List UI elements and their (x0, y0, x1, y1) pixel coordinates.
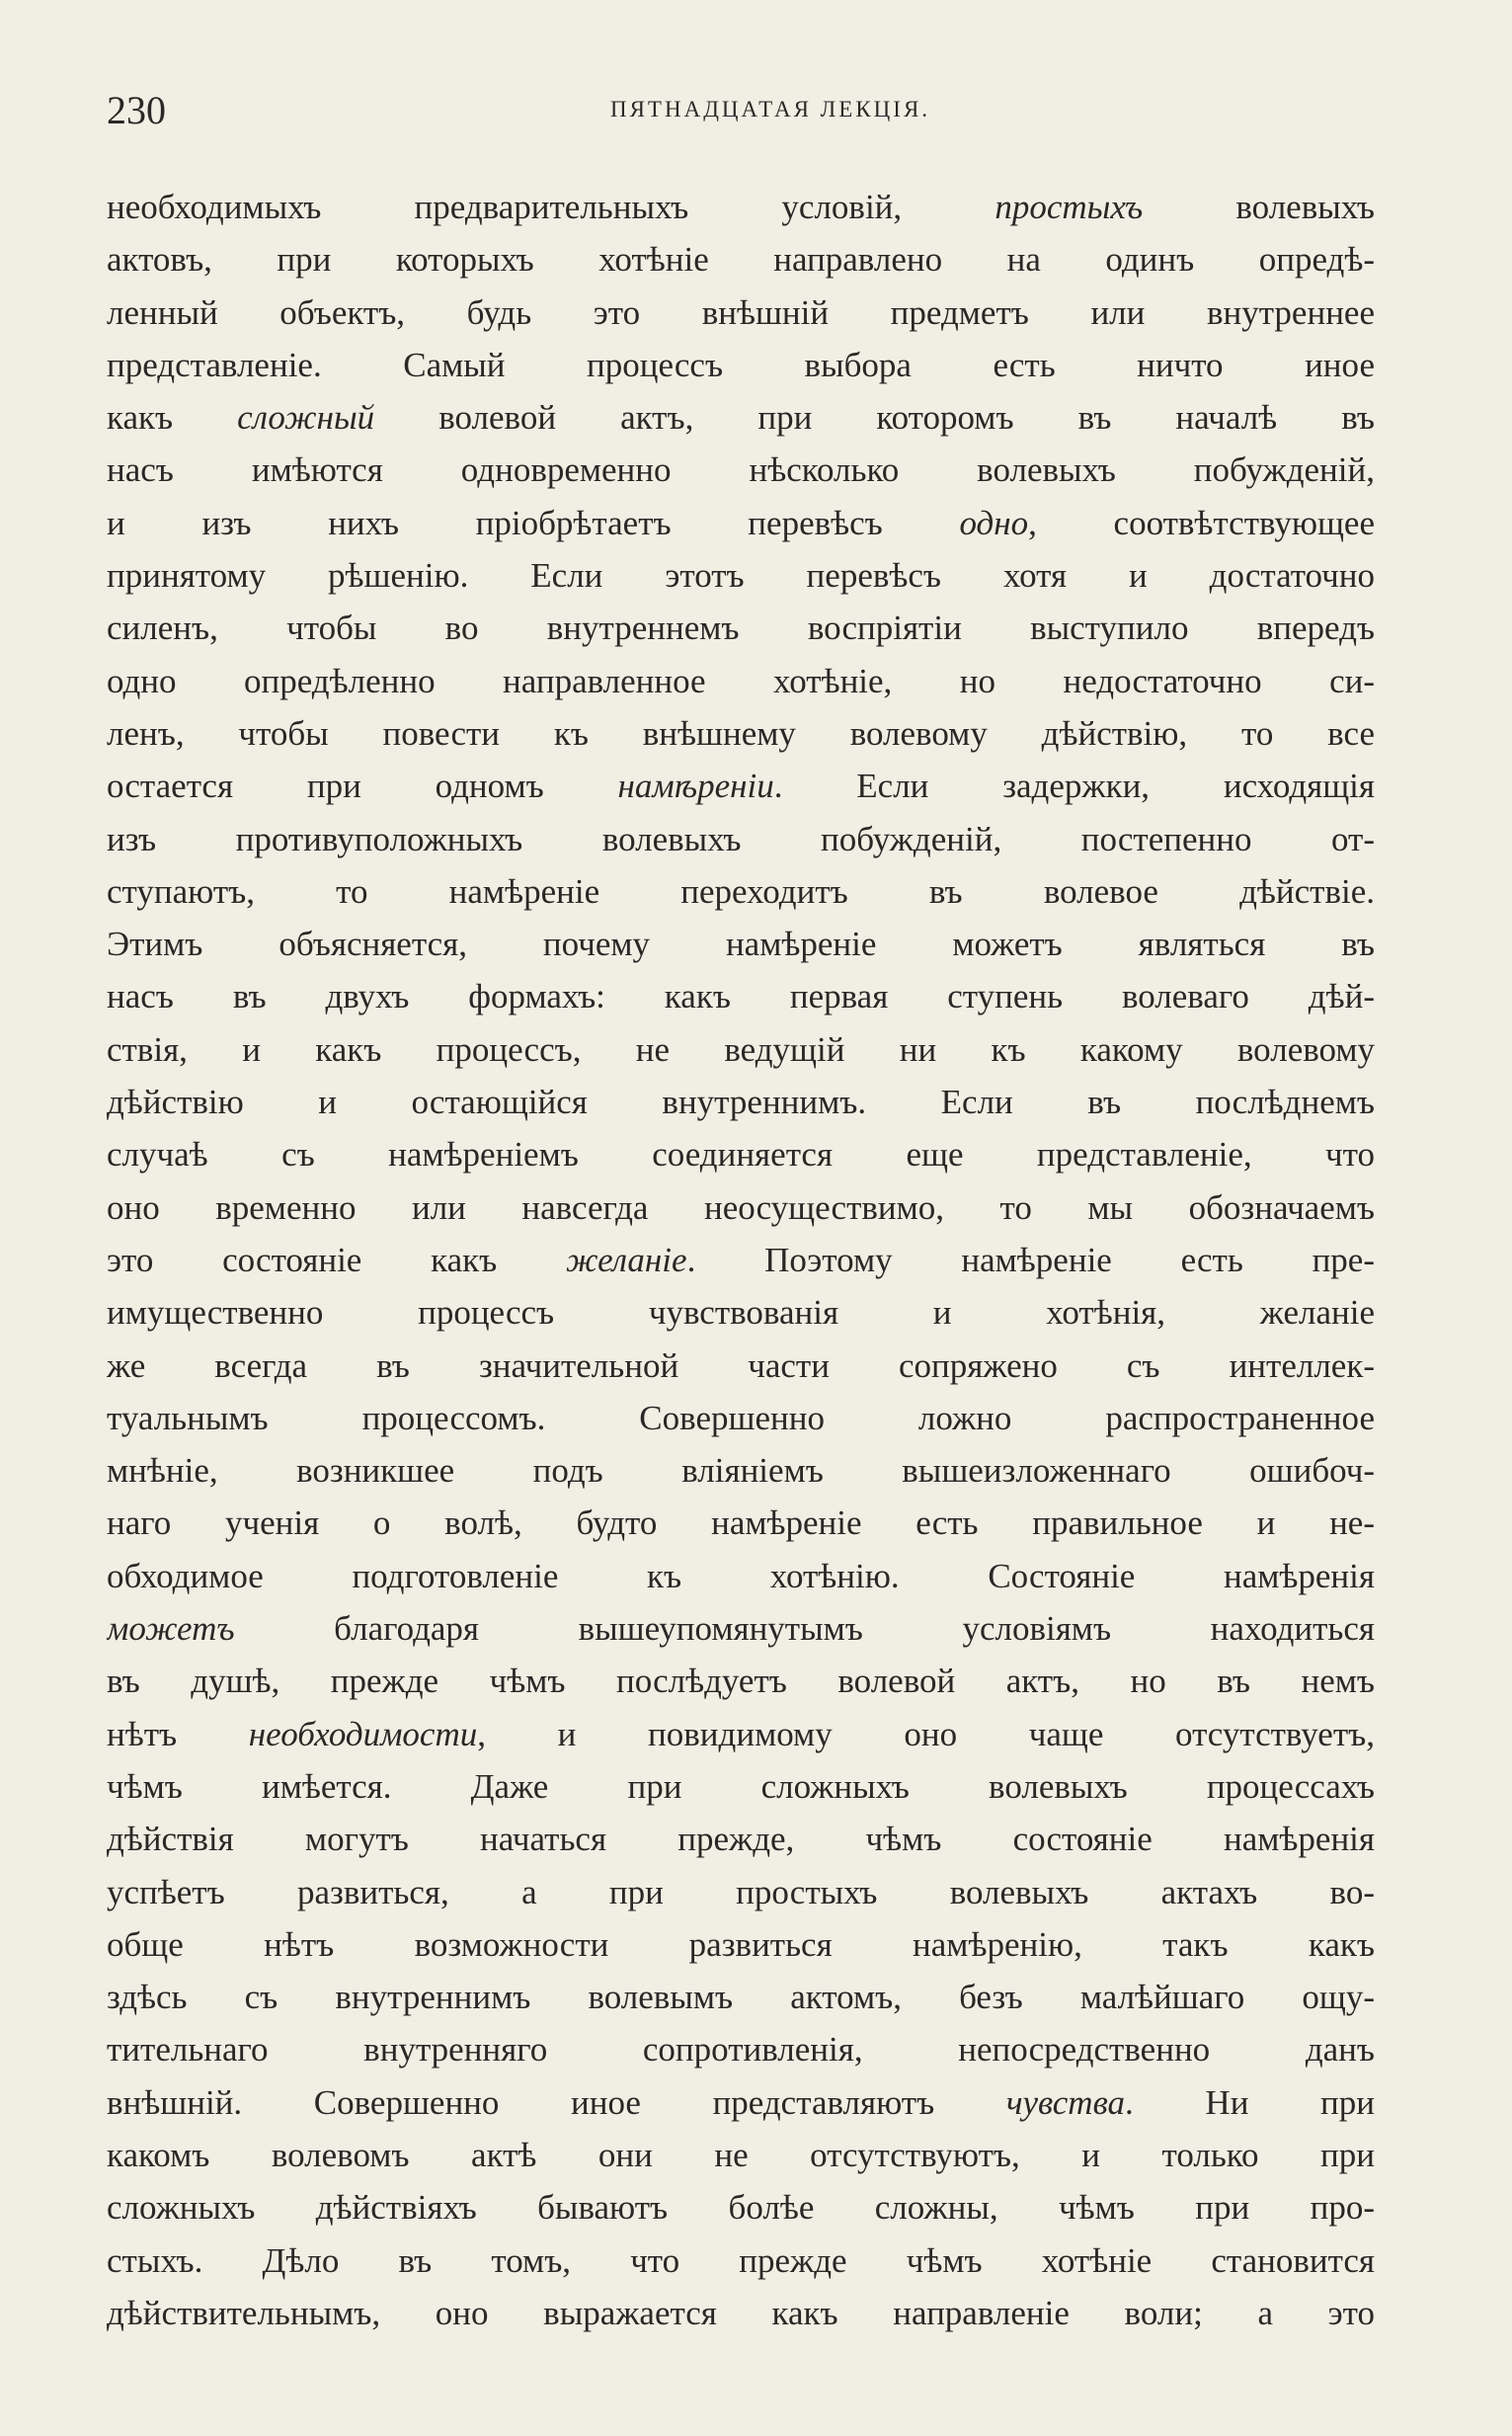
text-line (107, 497, 1375, 549)
text-line (107, 549, 1375, 602)
text-line (107, 1023, 1375, 1076)
text-segment: дѣйствія могутъ начаться прежде, чѣмъ состояніе намѣренія (107, 1820, 1375, 1859)
text-line (107, 655, 1375, 707)
text-segment: ленъ, чтобы повести къ внѣшнему волевому дѣйствію, то все (107, 713, 1375, 753)
text-segment: въ душѣ, прежде чѣмъ послѣдуетъ волевой актъ, но въ немъ (107, 1662, 1375, 1701)
emphasized-term: желаніе (565, 1240, 687, 1279)
text-segment: ствія, и какъ процессъ, не ведущій ни къ какому волевому (107, 1029, 1375, 1069)
text-segment: . Если задержки, исходящія (773, 767, 1375, 806)
text-segment: оно временно или навсегда неосуществимо, то мы обозначаемъ (107, 1187, 1375, 1227)
text-line (107, 2181, 1375, 2233)
text-segment: обще нѣтъ возможности развиться намѣренію, такъ какъ (107, 1924, 1375, 1964)
emphasized-term: чувства (1005, 2082, 1126, 2122)
text-line (107, 1813, 1375, 1865)
text-line (107, 286, 1375, 339)
text-segment: , соотвѣтствующее (1028, 503, 1375, 542)
text-segment: имущественно процессъ чувствованія и хотѣнія, желаніе (107, 1293, 1375, 1333)
text-segment: принятому рѣшенію. Если этотъ перевѣсъ хотя и достаточно (107, 556, 1375, 596)
text-line (107, 1340, 1375, 1392)
text-line (107, 2287, 1375, 2339)
text-segment: чѣмъ имѣется. Даже при сложныхъ волевыхъ процессахъ (107, 1766, 1375, 1806)
text-line (107, 1760, 1375, 1813)
text-segment: сложныхъ дѣйствіяхъ бываютъ болѣе сложны, чѣмъ при про- (107, 2188, 1375, 2228)
text-segment: необходимыхъ предварительныхъ условій, (107, 188, 995, 226)
text-line (107, 1550, 1375, 1602)
emphasized-term: простыхъ (995, 188, 1144, 226)
text-line (107, 1234, 1375, 1286)
text-line (107, 444, 1375, 496)
text-line (107, 865, 1375, 918)
text-segment: изъ противуположныхъ волевыхъ побужденій, постепенно от- (107, 819, 1375, 858)
emphasized-term: сложный (237, 398, 375, 438)
text-segment: дѣйствію и остающійся внутреннимъ. Если въ послѣднемъ (107, 1083, 1375, 1122)
text-segment: нѣтъ (107, 1714, 249, 1753)
text-line (107, 1971, 1375, 2023)
text-line (107, 2076, 1375, 2129)
text-line (107, 1128, 1375, 1180)
text-segment: актовъ, при которыхъ хотѣніе направлено на одинъ опредѣ- (107, 240, 1375, 280)
emphasized-term: можетъ (107, 1609, 235, 1649)
text-segment: какъ (107, 398, 238, 438)
text-segment: ленный объектъ, будь это внѣшній предметъ или внутреннее (107, 292, 1375, 332)
text-segment: силенъ, чтобы во внутреннемъ воспріятіи выступило впередъ (107, 609, 1375, 648)
text-segment: благодаря вышеупомянутымъ условіямъ находиться (234, 1609, 1375, 1649)
text-line (107, 970, 1375, 1022)
text-line (107, 391, 1375, 444)
text-line (107, 602, 1375, 654)
text-segment: волевыхъ (1143, 188, 1375, 226)
text-line (107, 1181, 1375, 1234)
text-line (107, 1866, 1375, 1918)
text-line (107, 1497, 1375, 1549)
text-segment: . Ни при (1125, 2082, 1375, 2122)
text-segment: , и повидимому оно чаще отсутствуетъ, (477, 1714, 1375, 1753)
text-segment: остается при одномъ (107, 767, 618, 806)
text-line (107, 707, 1375, 760)
emphasized-term: намѣреніи (617, 767, 774, 806)
text-line (107, 181, 1375, 233)
text-segment: волевой актъ, при которомъ въ началѣ въ (374, 398, 1375, 438)
text-segment: насъ имѣются одновременно нѣсколько волевыхъ побужденій, (107, 450, 1375, 490)
page-number: 230 (107, 88, 166, 132)
text-segment: случаѣ съ намѣреніемъ соединяется еще представленіе, что (107, 1135, 1375, 1175)
text-line (107, 918, 1375, 970)
text-line (107, 1286, 1375, 1339)
text-segment: обходимое подготовленіе къ хотѣнію. Состояніе намѣренія (107, 1556, 1375, 1595)
text-line (107, 2234, 1375, 2287)
text-line (107, 1392, 1375, 1444)
text-segment: это состояніе какъ (107, 1240, 566, 1279)
emphasized-term: одно (959, 503, 1029, 542)
text-segment: внѣшній. Совершенно иное представляютъ (107, 2082, 1006, 2122)
text-line (107, 2023, 1375, 2075)
text-line (107, 233, 1375, 285)
text-segment: дѣйствительнымъ, оно выражается какъ направленіе воли; а это (107, 2293, 1375, 2332)
text-line (107, 1708, 1375, 1760)
text-segment: одно опредѣленно направленное хотѣніе, но недостаточно си- (107, 661, 1375, 700)
text-line (107, 1918, 1375, 1971)
text-segment: и изъ нихъ пріобрѣтаетъ перевѣсъ (107, 503, 960, 542)
text-segment: тительнаго внутренняго сопротивленія, непосредственно данъ (107, 2030, 1375, 2070)
text-segment: какомъ волевомъ актѣ они не отсутствуютъ, и только при (107, 2135, 1375, 2174)
text-segment: насъ въ двухъ формахъ: какъ первая ступень волеваго дѣй- (107, 977, 1375, 1016)
text-segment: здѣсь съ внутреннимъ волевымъ актомъ, безъ малѣйшаго ощу- (107, 1978, 1375, 2017)
text-line (107, 1444, 1375, 1497)
text-segment: туальнымъ процессомъ. Совершенно ложно распространенное (107, 1398, 1375, 1437)
running-head (107, 87, 1375, 136)
text-line (107, 1076, 1375, 1128)
running-title: ПЯТНАДЦАТАЯ ЛЕКЦІЯ. (609, 97, 931, 122)
text-line (107, 1602, 1375, 1655)
body-text (107, 181, 1375, 2339)
text-segment: . Поэтому намѣреніе есть пре- (686, 1240, 1375, 1279)
text-segment: Этимъ объясняется, почему намѣреніе можетъ являться въ (107, 925, 1375, 964)
text-line (107, 760, 1375, 812)
text-segment: же всегда въ значительной части сопряжено съ интеллек- (107, 1345, 1375, 1385)
text-segment: наго ученія о волѣ, будто намѣреніе есть правильное и не- (107, 1503, 1375, 1543)
text-line (107, 339, 1375, 391)
text-segment: ступаютъ, то намѣреніе переходитъ въ волевое дѣйствіе. (107, 871, 1375, 911)
text-segment: мнѣніе, возникшее подъ вліяніемъ вышеизложеннаго ошибоч- (107, 1451, 1375, 1491)
text-segment: представленіе. Самый процессъ выбора есть ничто иное (107, 345, 1375, 384)
text-line (107, 813, 1375, 865)
text-segment: успѣетъ развиться, а при простыхъ волевыхъ актахъ во- (107, 1872, 1375, 1911)
text-segment: стыхъ. Дѣло въ томъ, что прежде чѣмъ хотѣніе становится (107, 2240, 1375, 2280)
text-line (107, 2129, 1375, 2181)
emphasized-term: необходимости (248, 1714, 478, 1753)
text-line (107, 1655, 1375, 1707)
